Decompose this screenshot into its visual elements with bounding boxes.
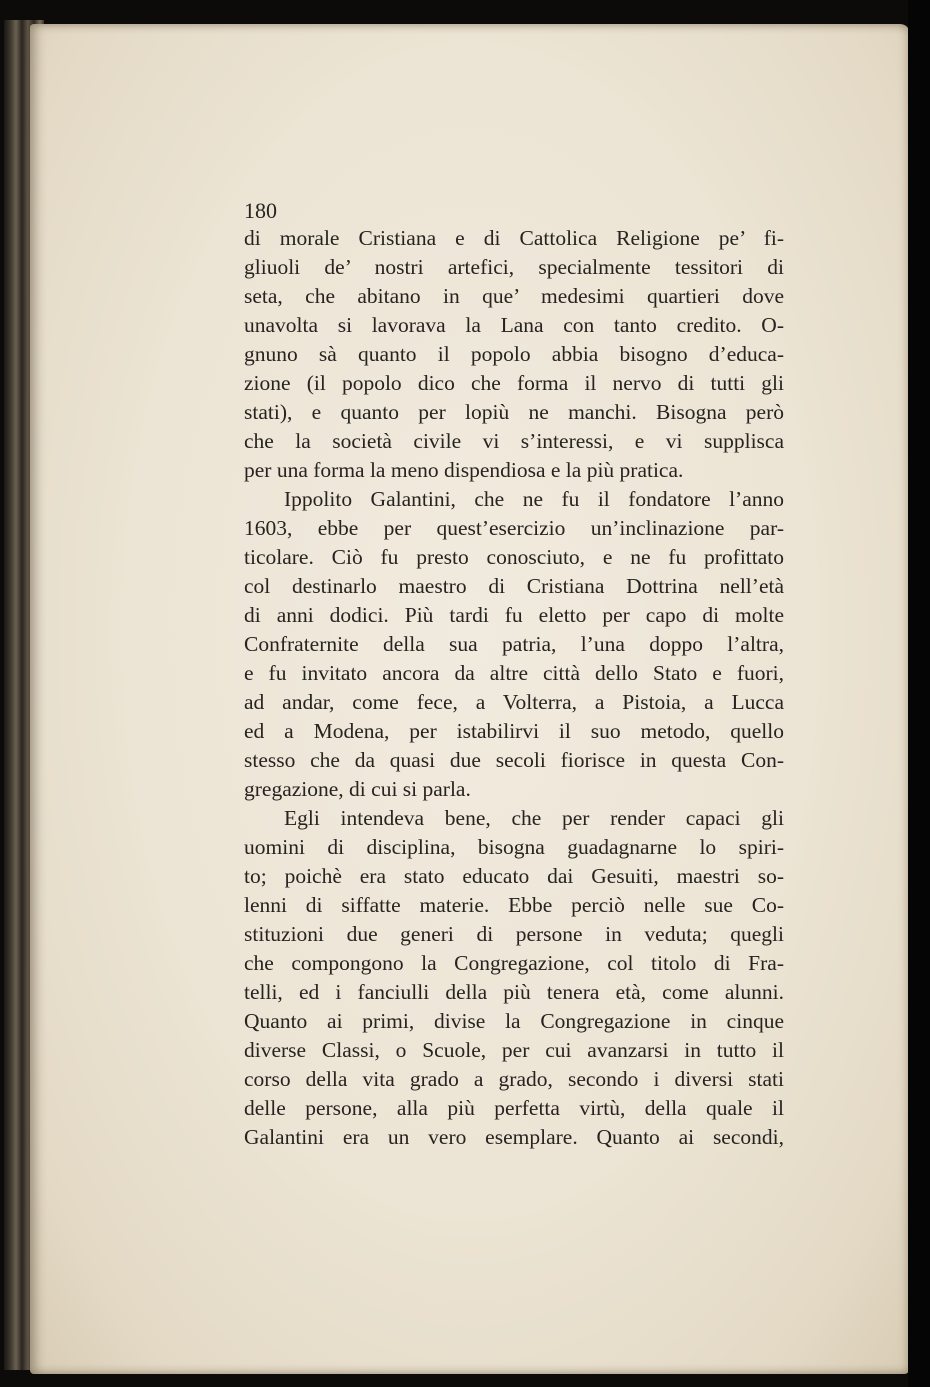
page-number: 180 <box>244 198 277 223</box>
text-line: corso della vita grado a grado, secondo i diversi stati <box>244 1067 784 1091</box>
text-line: gnuno sà quanto il popolo abbia bisogno d’educa- <box>244 342 784 366</box>
text-line: stati), e quanto per lopiù ne manchi. Bisogna però <box>244 400 784 424</box>
text-line: di morale Cristiana e di Cattolica Religione pe’ fi- <box>244 226 784 250</box>
text-line: che la società civile vi s’interessi, e vi supplisca <box>244 429 784 453</box>
text-line: seta, che abitano in que’ medesimi quartieri dove <box>244 284 784 308</box>
text-line: che compongono la Congregazione, col titolo di Fra- <box>244 951 784 975</box>
text-line: 1603, ebbe per quest’esercizio un’inclinazione par- <box>244 516 784 540</box>
text-line: telli, ed i fanciulli della più tenera età, come alunni. <box>244 980 784 1004</box>
text-line: diverse Classi, o Scuole, per cui avanzarsi in tutto il <box>244 1038 784 1062</box>
text-line: e fu invitato ancora da altre città dello Stato e fuori, <box>244 661 784 685</box>
text-line: ad andar, come fece, a Volterra, a Pistoia, a Lucca <box>244 690 784 714</box>
text-line: col destinarlo maestro di Cristiana Dottrina nell’età <box>244 574 784 598</box>
text-line: Quanto ai primi, divise la Congregazione in cinque <box>244 1009 784 1033</box>
text-line: ed a Modena, per istabilirvi il suo metodo, quello <box>244 719 784 743</box>
text-line: Galantini era un vero esemplare. Quanto ai secondi, <box>244 1125 784 1149</box>
text-line: di anni dodici. Più tardi fu eletto per capo di molte <box>244 603 784 627</box>
text-line: ticolare. Ciò fu presto conosciuto, e ne fu profittato <box>244 545 784 569</box>
text-line: per una forma la meno dispendiosa e la più pratica. <box>244 458 684 482</box>
text-line: unavolta si lavorava la Lana con tanto credito. O- <box>244 313 784 337</box>
text-line: uomini di disciplina, bisogna guadagnarne lo spiri- <box>244 835 784 859</box>
text-line: delle persone, alla più perfetta virtù, della quale il <box>244 1096 784 1120</box>
text-line: Confraternite della sua patria, l’una doppo l’altra, <box>244 632 784 656</box>
text-line: Egli intendeva bene, che per render capaci gli <box>284 806 784 830</box>
text-line: to; poichè era stato educato dai Gesuiti, maestri so- <box>244 864 784 888</box>
text-line: gliuoli de’ nostri artefici, specialmente tessitori di <box>244 255 784 279</box>
text-line: stesso che da quasi due secoli fiorisce in questa Con- <box>244 748 784 772</box>
scan-border <box>908 0 930 1387</box>
text-line: lenni di siffatte materie. Ebbe perciò nelle sue Co- <box>244 893 784 917</box>
text-line: zione (il popolo dico che forma il nervo di tutti gli <box>244 371 784 395</box>
text-line: gregazione, di cui si parla. <box>244 777 471 801</box>
text-line: stituzioni due generi di persone in veduta; quegli <box>244 922 784 946</box>
text-line: Ippolito Galantini, che ne fu il fondatore l’anno <box>284 487 784 511</box>
